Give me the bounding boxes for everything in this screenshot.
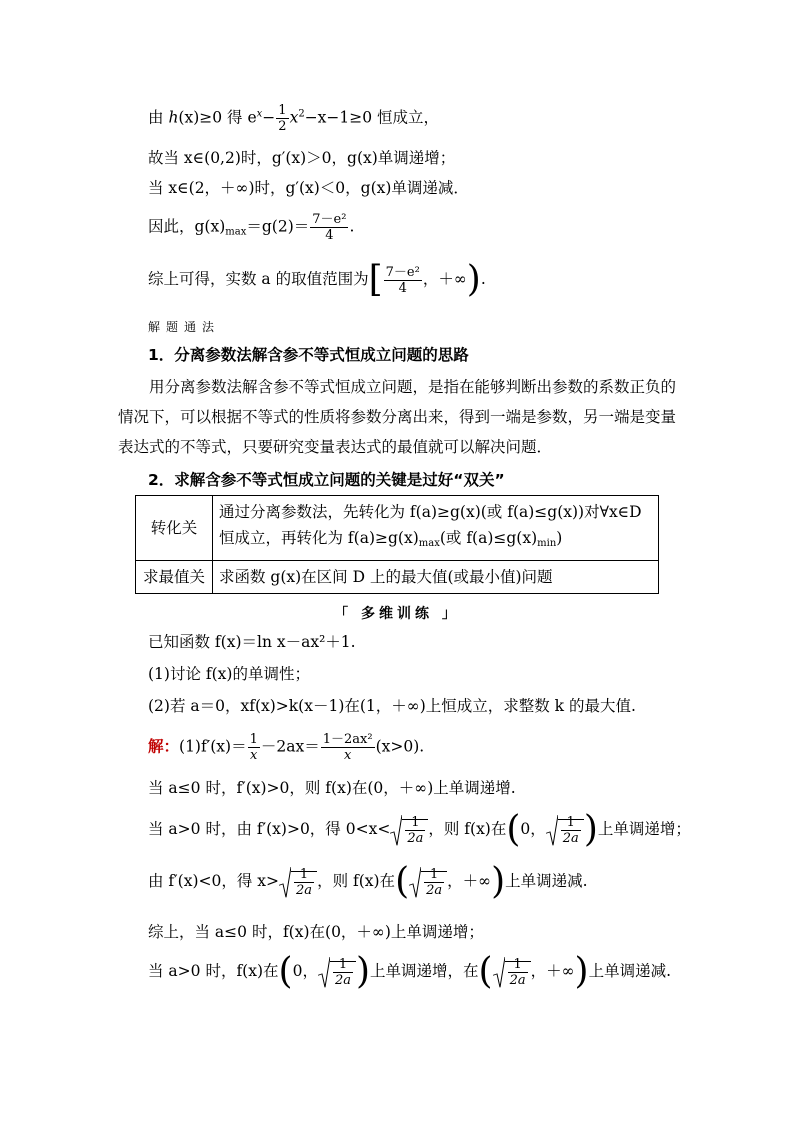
solution-derivative [148,732,424,763]
line-gmax [148,212,354,243]
solution-case-a-positive [148,809,691,850]
solution-summary-positive [148,951,672,992]
text: h [168,108,179,127]
solution-label: 解： [148,736,180,756]
text: ，则 f(x)在 [428,820,507,838]
left-paren: ( [278,951,293,992]
sqrt [279,867,317,898]
text: －2ax＝ [260,737,320,756]
text: ＝g(2)＝ [246,217,310,236]
sqrt [318,957,356,988]
text: 上单调递减. [588,962,672,980]
line-increasing: 故当 x∈(0,2)时，g′(x)＞0，g(x)单调递增； [148,149,456,167]
text: 上单调递增，在 [370,962,479,980]
line-hx-condition [148,103,439,134]
text: ，＋∞ [447,872,492,890]
left-paren: ( [506,809,521,850]
left-paren: ( [395,861,410,902]
fraction: $\frac{1}{2a}$ [296,866,313,898]
text: −x−1≥0 恒成立， [304,108,440,127]
fraction: $\frac{1}{x}$ [249,732,258,763]
fraction: $\frac{\text{1－2ax²}}{x}$ [322,732,373,763]
fraction: $\frac{1}{2a}$ [407,814,424,846]
text: . [349,217,355,236]
double-pass-table [135,495,659,594]
table-row [136,561,659,594]
table-cell: 求函数 g(x)在区间 D 上的最大值(或最小值)问题 [213,561,659,594]
radical-sign [409,867,421,898]
text: max [225,226,247,238]
problem-statement: 已知函数 f(x)＝ln x－ax²＋1. [148,633,356,651]
fraction: $\frac{1}{2a}$ [426,866,443,898]
right-paren: ) [574,951,589,992]
heading-2: 2．求解含参不等式恒成立问题的关键是过好“双关” [148,471,505,489]
text: x [289,108,299,127]
problem-part-1: (1)讨论 f(x)的单调性； [148,665,310,683]
fraction: $\frac{\text{7－e²}}{4}$ [312,212,347,243]
training-title: 「 多维训练 」 [334,606,460,622]
text: (1)f′(x)＝ [179,737,247,756]
radical-sign [279,867,291,898]
text: 由 f′(x)<0，得 x> [148,872,280,890]
fraction: $\frac{1}{2a}$ [509,956,526,988]
solution-summary: 综上，当 a≤0 时，f(x)在(0，＋∞)上单调递增； [148,923,484,941]
right-paren: ) [466,259,481,300]
radical-sign [390,815,402,846]
left-paren: ( [478,951,493,992]
right-paren: ) [491,861,506,902]
sqrt [390,815,428,846]
text: 0， [292,962,318,980]
problem-part-2: (2)若 a＝0，xf(x)>k(x－1)在(1，＋∞)上恒成立，求整数 k 的最大值. [148,697,636,715]
sqrt [546,815,584,846]
text: 当 a>0 时，f(x)在 [148,962,279,980]
text: . [480,270,486,288]
right-paren: ) [583,809,598,850]
text: ，＋∞ [422,270,467,288]
section-label: 解题通法 [148,320,221,334]
text: − [262,108,276,127]
line-range [148,259,486,300]
fraction: $\frac{1}{2}$ [278,103,287,134]
heading-1: 1．分离参数法解含参不等式恒成立问题的思路 [148,346,469,364]
text: 综上可得，实数 a 的取值范围为 [148,270,369,288]
text: 因此，g(x) [148,217,226,236]
solution-decreasing [148,861,588,902]
table-row [136,496,659,561]
solution-case-a-nonpositive: 当 a≤0 时，f′(x)>0，则 f(x)在(0，＋∞)上单调递增. [148,779,516,797]
table-cell-head: 转化关 [136,496,213,561]
line-decreasing: 当 x∈(2，＋∞)时，g′(x)＜0，g(x)单调递减． [148,179,469,197]
paragraph-1: 用分离参数法解含参不等式恒成立问题，是指在能够判断出参数的系数正负的情况下，可以根据不等式的性质将参数分离出来，得到一端是参数，另一端是变量表达式的不等式，只要研究变量表达式的最值就可以解决问题． [118,378,677,456]
text: ，则 f(x)在 [317,872,396,890]
left-bracket: [ [368,259,383,300]
radical-sign [546,815,558,846]
radical-sign [493,957,505,988]
sqrt [409,867,447,898]
fraction: $\frac{\text{7－e²}}{4}$ [385,264,420,296]
text: 恒成立，再转化为 $f(a)\ge g(x)_{max}$(或 $f(a)\le g(x)_{min}$) [219,529,563,549]
text: 上单调递增； [597,820,691,838]
text: 上单调递减. [505,872,588,890]
text: 通过分离参数法，先转化为 f(a)≥g(x)(或 f(a)≤g(x))对∀x∈D [219,503,642,521]
right-paren: ) [355,951,371,992]
text: ，＋∞ [530,962,575,980]
text: 由 [148,108,169,127]
text: 0， [520,820,546,838]
fraction: $\frac{1}{2a}$ [334,956,351,988]
sqrt [493,957,531,988]
radical-sign [318,957,330,988]
table-cell-head: 求最值关 [136,561,213,594]
table-cell [213,496,659,561]
text: (x)≥0 得 e [178,108,257,127]
text: 2 [298,108,305,120]
text: (x>0). [375,737,425,756]
text: x [256,108,263,120]
text: 当 a>0 时，由 f′(x)>0，得 0<x< [148,820,391,838]
fraction: $\frac{1}{2a}$ [562,814,579,846]
